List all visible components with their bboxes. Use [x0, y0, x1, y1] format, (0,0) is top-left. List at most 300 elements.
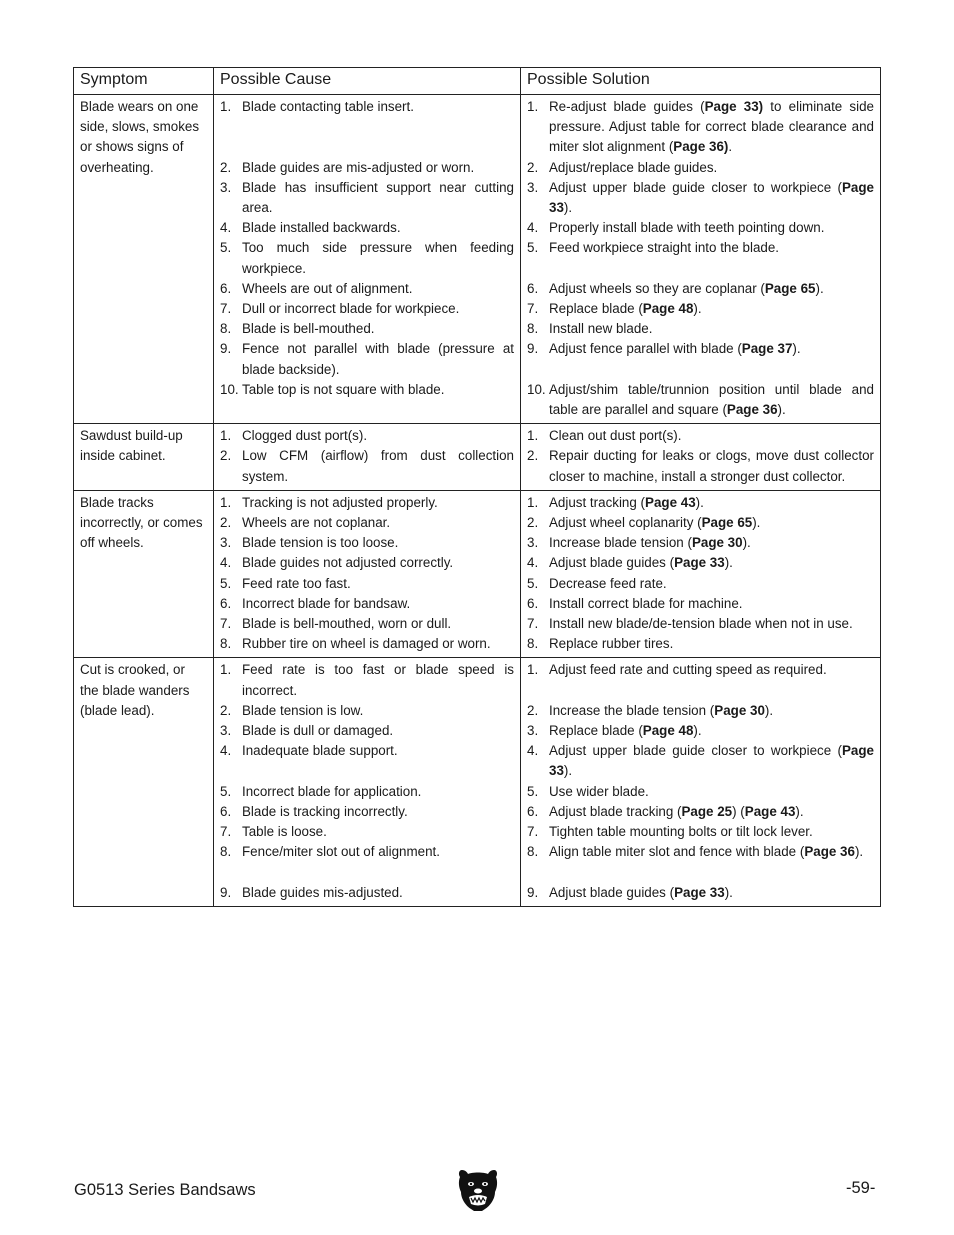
solution-text	[549, 802, 874, 822]
page-reference: Page 43	[645, 494, 696, 510]
list-item	[220, 238, 514, 278]
solution-text	[549, 741, 874, 781]
page-reference: Page 48	[642, 301, 694, 317]
solution-list	[527, 493, 874, 655]
item-number: 3.	[527, 723, 539, 739]
cause-list	[220, 660, 514, 902]
list-item	[527, 802, 874, 822]
list-item	[220, 319, 514, 339]
cause-text	[242, 594, 514, 614]
text-segment: Decrease feed rate.	[549, 575, 667, 591]
page-reference: Page 48	[642, 723, 694, 739]
list-item	[220, 660, 514, 700]
cause-text	[242, 553, 514, 573]
list-item	[220, 634, 514, 654]
list-item	[220, 513, 514, 533]
table-header-row	[74, 68, 881, 95]
text-segment: Blade contacting table insert.	[242, 99, 414, 114]
list-item	[527, 822, 874, 842]
list-item	[527, 701, 874, 721]
text-segment: Blade tension is too loose.	[242, 535, 399, 551]
list-item	[527, 446, 874, 486]
page-reference: Page 36	[804, 844, 855, 860]
solution-text	[549, 614, 874, 634]
list-item	[527, 319, 874, 339]
item-number: 5.	[527, 575, 539, 591]
text-segment: .	[728, 139, 733, 155]
item-number: 7.	[527, 616, 539, 632]
cause-text	[242, 701, 514, 721]
text-segment: Too much side pressure when feeding workpiece.	[242, 240, 514, 276]
item-number: 6.	[527, 595, 539, 611]
cause-cell	[214, 95, 521, 424]
bear-head-logo-icon	[457, 1166, 499, 1212]
text-segment: Adjust upper blade guide closer to workpiece (	[549, 743, 842, 759]
cause-cell	[214, 490, 521, 658]
text-segment: ).	[764, 702, 774, 718]
solution-text	[549, 513, 874, 533]
item-number: 9.	[220, 884, 232, 900]
cause-text	[242, 279, 514, 299]
list-item	[527, 614, 874, 634]
list-item	[220, 574, 514, 594]
list-item	[527, 842, 874, 882]
text-segment: Dull or incorrect blade for workpiece.	[242, 301, 460, 317]
item-number: 4.	[220, 555, 232, 571]
footer-title: G0513 Series Bandsaws	[74, 1181, 256, 1199]
item-number: 1.	[527, 99, 539, 114]
page-reference: Page 65	[701, 515, 753, 531]
text-segment: Adjust blade guides (	[549, 884, 675, 900]
symptom-cell: Cut is crooked, or the blade wanders (blade lead).	[74, 658, 214, 906]
item-number: 7.	[220, 824, 232, 840]
cause-text	[242, 660, 514, 700]
solution-text	[549, 319, 874, 339]
item-number: 7.	[220, 616, 232, 632]
page-number: -59-	[846, 1179, 876, 1197]
list-item	[220, 446, 514, 486]
text-segment: Increase blade tension (	[549, 535, 692, 551]
item-number: 5.	[220, 575, 232, 591]
item-number: 4.	[220, 220, 232, 236]
list-item	[527, 782, 874, 802]
item-number: 8.	[527, 321, 539, 337]
item-number: 3.	[527, 179, 539, 195]
page-reference: Page 25	[681, 803, 733, 819]
text-segment: ).	[777, 402, 786, 418]
text-segment: Incorrect blade for application.	[242, 783, 422, 799]
text-segment: Fence/miter slot out of alignment.	[242, 844, 440, 860]
text-segment: Replace blade (	[549, 723, 643, 739]
list-item	[220, 218, 514, 238]
list-item	[220, 493, 514, 513]
symptom-cell: Sawdust build-up inside cabinet.	[74, 424, 214, 491]
cause-text	[242, 380, 514, 420]
text-segment: ).	[815, 280, 824, 296]
text-segment: Adjust tracking (	[549, 494, 646, 510]
table-row	[74, 490, 881, 658]
solution-cell	[521, 95, 881, 424]
list-item	[220, 594, 514, 614]
list-item	[220, 701, 514, 721]
list-item	[527, 594, 874, 614]
item-number: 4.	[527, 743, 539, 759]
list-item	[220, 802, 514, 822]
text-segment: Properly install blade with teeth pointing down.	[549, 220, 825, 236]
text-segment: Adjust wheel coplanarity (	[549, 515, 702, 531]
solution-text	[549, 822, 874, 842]
cause-text	[242, 493, 514, 513]
text-segment: Blade guides are mis-adjusted or worn.	[242, 159, 475, 175]
text-segment: Adjust upper blade guide closer to workpiece (	[549, 179, 842, 195]
text-segment: Table is loose.	[242, 824, 327, 840]
item-number: 8.	[527, 844, 539, 860]
text-segment: ).	[563, 200, 573, 216]
list-item	[220, 279, 514, 299]
list-item	[527, 299, 874, 319]
page-reference: Page 33	[549, 179, 874, 216]
item-number: 2.	[220, 702, 232, 718]
solution-text	[549, 178, 874, 218]
text-segment: Increase the blade tension (	[549, 702, 715, 718]
text-segment: Blade guides mis-adjusted.	[242, 884, 403, 900]
list-item	[527, 660, 874, 700]
text-segment: Blade has insufficient support near cutting area.	[242, 179, 514, 215]
text-segment: Align table miter slot and fence with blade (	[549, 844, 805, 860]
text-segment: Install new blade/de-tension blade when not in use.	[549, 616, 853, 632]
header-possible-solution: Possible Solution	[521, 68, 881, 95]
text-segment: Low CFM (airflow) from dust collection system.	[242, 448, 514, 484]
text-segment: Adjust/replace blade guides.	[549, 159, 718, 175]
text-segment: Use wider blade.	[549, 783, 649, 799]
list-item	[220, 533, 514, 553]
item-number: 7.	[220, 301, 232, 317]
list-item	[527, 426, 874, 446]
text-segment: Tighten table mounting bolts or tilt lock lever.	[549, 824, 813, 840]
list-item	[527, 339, 874, 379]
page-reference: Page 30	[691, 535, 743, 551]
item-number: 3.	[220, 179, 232, 195]
page-reference: Page 36	[726, 402, 778, 418]
cause-text	[242, 299, 514, 319]
solution-text	[549, 842, 874, 882]
cause-text	[242, 446, 514, 486]
solution-text	[549, 446, 874, 486]
solution-text	[549, 721, 874, 741]
page-reference: Page 33	[549, 743, 874, 779]
cause-text	[242, 842, 514, 882]
list-item	[527, 741, 874, 781]
item-number: 1.	[527, 662, 539, 678]
item-number: 3.	[220, 723, 232, 739]
text-segment: ).	[693, 301, 702, 317]
page-reference: Page 65	[764, 280, 816, 296]
list-item	[220, 883, 514, 903]
solution-text	[549, 158, 874, 178]
text-segment: ).	[795, 803, 804, 819]
item-number: 7.	[527, 301, 539, 317]
list-item	[527, 279, 874, 299]
list-item	[220, 741, 514, 781]
solution-text	[549, 701, 874, 721]
item-number: 1.	[220, 662, 232, 678]
list-item	[220, 97, 514, 158]
cause-text	[242, 782, 514, 802]
item-number: 2.	[527, 702, 539, 718]
item-number: 3.	[527, 535, 539, 551]
item-number: 4.	[527, 555, 539, 571]
item-number: 10.	[220, 381, 239, 397]
text-segment: Feed rate too fast.	[242, 575, 351, 591]
list-item	[220, 158, 514, 178]
cause-text	[242, 614, 514, 634]
cause-text	[242, 319, 514, 339]
cause-cell	[214, 658, 521, 906]
text-segment: Repair ducting for leaks or clogs, move dust collector closer to machine, install a stronger dust collector.	[549, 448, 874, 484]
item-number: 9.	[220, 341, 232, 357]
list-item	[220, 553, 514, 573]
solution-text	[549, 97, 874, 158]
cause-text	[242, 339, 514, 379]
solution-list	[527, 660, 874, 902]
solution-text	[549, 533, 874, 553]
solution-text	[549, 380, 874, 420]
item-number: 1.	[220, 494, 232, 510]
text-segment: ).	[742, 535, 751, 551]
cause-text	[242, 533, 514, 553]
solution-text	[549, 553, 874, 573]
text-segment: Rubber tire on wheel is damaged or worn.	[242, 636, 491, 652]
text-segment: Table top is not square with blade.	[242, 381, 445, 397]
cause-text	[242, 721, 514, 741]
item-number: 2.	[220, 515, 232, 531]
list-item	[220, 339, 514, 379]
list-item	[220, 782, 514, 802]
solution-text	[549, 238, 874, 278]
symptom-cell: Blade tracks incorrectly, or comes off wheels.	[74, 490, 214, 658]
list-item	[527, 380, 874, 420]
cause-list	[220, 493, 514, 655]
text-segment: Blade installed backwards.	[242, 220, 401, 236]
item-number: 2.	[220, 448, 232, 464]
list-item	[527, 238, 874, 278]
item-number: 6.	[220, 803, 232, 819]
item-number: 8.	[220, 321, 232, 337]
text-segment: ).	[792, 341, 801, 357]
cause-cell	[214, 424, 521, 491]
table-row	[74, 658, 881, 906]
item-number: 8.	[220, 636, 232, 652]
text-segment: ).	[724, 555, 733, 571]
cause-text	[242, 883, 514, 903]
solution-cell	[521, 490, 881, 658]
text-segment: ).	[854, 844, 864, 860]
text-segment: Blade guides not adjusted correctly.	[242, 555, 454, 571]
table-row	[74, 95, 881, 424]
cause-text	[242, 634, 514, 654]
page-reference: Page 30	[714, 702, 765, 718]
item-number: 3.	[220, 535, 232, 551]
list-item	[220, 299, 514, 319]
solution-text	[549, 782, 874, 802]
item-number: 4.	[527, 220, 539, 236]
list-item	[527, 574, 874, 594]
text-segment: Clogged dust port(s).	[242, 428, 368, 444]
list-item	[527, 493, 874, 513]
list-item	[527, 218, 874, 238]
solution-text	[549, 493, 874, 513]
page-reference: Page 36)	[673, 139, 729, 155]
item-number: 4.	[220, 743, 232, 759]
list-item	[220, 178, 514, 218]
solution-cell	[521, 658, 881, 906]
cause-text	[242, 802, 514, 822]
text-segment: Blade is tracking incorrectly.	[242, 803, 408, 819]
solution-list	[527, 426, 874, 487]
list-item	[220, 842, 514, 882]
item-number: 10.	[527, 381, 546, 397]
table-row	[74, 424, 881, 491]
text-segment: Re-adjust blade guides (	[549, 99, 705, 114]
item-number: 6.	[527, 280, 539, 296]
page-reference: Page 33)	[704, 99, 764, 114]
item-number: 8.	[220, 844, 232, 860]
cause-text	[242, 426, 514, 446]
cause-list	[220, 426, 514, 487]
item-number: 7.	[527, 824, 539, 840]
page-reference: Page 37	[741, 341, 793, 357]
list-item	[220, 721, 514, 741]
text-segment: Tracking is not adjusted properly.	[242, 494, 438, 510]
text-segment: Adjust wheels so they are coplanar (	[549, 280, 765, 296]
cause-text	[242, 97, 514, 158]
item-number: 2.	[527, 515, 539, 531]
solution-list	[527, 97, 874, 420]
text-segment: ).	[693, 723, 702, 739]
list-item	[527, 178, 874, 218]
list-item	[527, 533, 874, 553]
item-number: 9.	[527, 884, 539, 900]
text-segment: Wheels are not coplanar.	[242, 515, 391, 531]
item-number: 5.	[527, 783, 539, 799]
item-number: 1.	[527, 494, 539, 510]
solution-text	[549, 218, 874, 238]
cause-text	[242, 178, 514, 218]
text-segment: Adjust blade tracking (	[549, 803, 682, 819]
text-segment: Feed workpiece straight into the blade.	[549, 240, 780, 256]
solution-text	[549, 660, 874, 700]
text-segment: ).	[724, 884, 733, 900]
item-number: 2.	[527, 159, 539, 175]
text-segment: ).	[752, 515, 761, 531]
text-segment: Adjust feed rate and cutting speed as required.	[549, 662, 827, 678]
list-item	[527, 97, 874, 158]
list-item	[527, 883, 874, 903]
solution-text	[549, 339, 874, 379]
text-segment: Feed rate is too fast or blade speed is incorrect.	[242, 662, 514, 698]
text-segment: Blade tension is low.	[242, 702, 364, 718]
item-number: 9.	[527, 341, 539, 357]
solution-text	[549, 634, 874, 654]
text-segment: to eliminate side pressure. Adjust table for correct blade clearance and miter slot alignment (	[549, 99, 874, 155]
list-item	[220, 426, 514, 446]
item-number: 2.	[527, 448, 539, 464]
header-possible-cause: Possible Cause	[214, 68, 521, 95]
text-segment: Blade is bell-mouthed.	[242, 321, 375, 337]
solution-text	[549, 883, 874, 903]
text-segment: ).	[695, 494, 704, 510]
text-segment: Install correct blade for machine.	[549, 595, 743, 611]
text-segment: Inadequate blade support.	[242, 743, 398, 759]
item-number: 6.	[527, 803, 539, 819]
text-segment: Blade is dull or damaged.	[242, 723, 394, 739]
text-segment: Replace rubber tires.	[549, 636, 674, 652]
cause-text	[242, 158, 514, 178]
solution-text	[549, 574, 874, 594]
item-number: 5.	[220, 240, 232, 256]
list-item	[220, 822, 514, 842]
solution-text	[549, 279, 874, 299]
symptom-cell: Blade wears on one side, slows, smokes or shows signs of overheating.	[74, 95, 214, 424]
item-number: 1.	[220, 99, 232, 114]
solution-text	[549, 594, 874, 614]
list-item	[527, 553, 874, 573]
cause-text	[242, 822, 514, 842]
text-segment: ).	[563, 763, 573, 779]
list-item	[527, 513, 874, 533]
page-reference: Page 33	[674, 884, 725, 900]
item-number: 8.	[527, 636, 539, 652]
cause-text	[242, 513, 514, 533]
item-number: 6.	[220, 595, 232, 611]
text-segment: Replace blade (	[549, 301, 643, 317]
item-number: 5.	[527, 240, 539, 256]
text-segment: Wheels are out of alignment.	[242, 280, 413, 296]
item-number: 6.	[220, 280, 232, 296]
list-item	[527, 721, 874, 741]
item-number: 1.	[220, 428, 232, 444]
cause-list	[220, 97, 514, 420]
cause-text	[242, 238, 514, 278]
text-segment: Blade is bell-mouthed, worn or dull.	[242, 616, 452, 632]
list-item	[220, 614, 514, 634]
page-reference: Page 33	[674, 555, 725, 571]
text-segment: ) (	[732, 803, 745, 819]
text-segment: Adjust fence parallel with blade (	[549, 341, 742, 357]
text-segment: Incorrect blade for bandsaw.	[242, 595, 411, 611]
page-reference: Page 43	[744, 803, 796, 819]
text-segment: Install new blade.	[549, 321, 653, 337]
item-number: 1.	[527, 428, 539, 444]
text-segment: Fence not parallel with blade (pressure at blade backside).	[242, 341, 514, 377]
list-item	[220, 380, 514, 420]
solution-text	[549, 426, 874, 446]
cause-text	[242, 741, 514, 781]
list-item	[527, 634, 874, 654]
solution-text	[549, 299, 874, 319]
item-number: 5.	[220, 783, 232, 799]
solution-cell	[521, 424, 881, 491]
header-symptom: Symptom	[74, 68, 214, 95]
text-segment: Adjust blade guides (	[549, 555, 675, 571]
text-segment: Adjust/shim table/trunnion position until blade and table are parallel and square (	[549, 381, 874, 418]
text-segment: Clean out dust port(s).	[549, 428, 682, 444]
troubleshooting-table	[73, 67, 881, 907]
item-number: 2.	[220, 159, 232, 175]
list-item	[527, 158, 874, 178]
cause-text	[242, 574, 514, 594]
cause-text	[242, 218, 514, 238]
